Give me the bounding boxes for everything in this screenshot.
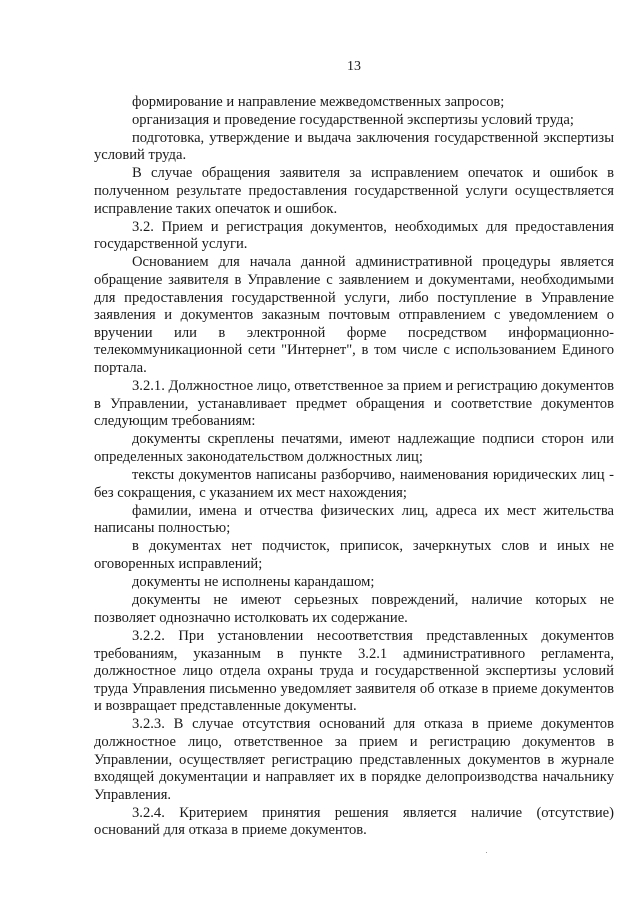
list-item: тексты документов написаны разборчиво, наименования юридических лиц - без сокращения, с указанием их мест нахождения; bbox=[94, 467, 614, 501]
paragraph: В случае обращения заявителя за исправлением опечаток и ошибок в полученном результате предоставления государственной услуги осуществляется исправление таких опечаток и ошибок. bbox=[94, 165, 614, 217]
document-page bbox=[94, 58, 614, 841]
list-item: документы скреплены печатями, имеют надлежащие подписи сторон или определенных законодательством должностных лиц; bbox=[94, 431, 614, 465]
list-item: документы не исполнены карандашом; bbox=[132, 574, 375, 591]
list-item: в документах нет подчисток, приписок, зачеркнутых слов и иных не оговоренных исправлений; bbox=[94, 538, 614, 573]
list-item: документы не имеют серьезных повреждений, наличие которых не позволяет однозначно истолковать их содержание. bbox=[94, 592, 614, 626]
paragraph: 3.2.2. При установлении несоответствия представленных документов требованиям, указанным в пункте 3.2.1 административного регламента, должностное лицо отдела охраны труда и государственной экспертизы условий труда Управления письменно уведомляет заявителя об отказе в приеме документов и возвращает представленные документы. bbox=[94, 627, 614, 715]
list-item: фамилии, имена и отчества физических лиц, адреса их мест жительства написаны полностью; bbox=[94, 502, 614, 537]
paragraph: формирование и направление межведомственных запросов; bbox=[132, 93, 505, 110]
page-number: 13 bbox=[347, 59, 361, 74]
document-body bbox=[94, 94, 614, 840]
scan-speck bbox=[486, 852, 487, 853]
paragraph: 3.2.1. Должностное лицо, ответственное за прием и регистрацию документов в Управлении, устанавливает предмет обращения и соответствие документов следующим требованиям: bbox=[94, 378, 614, 430]
paragraph: Основанием для начала данной административной процедуры является обращение заявителя в Управление с заявлением и документами, необходимыми для предоставления государственной услуги, либо поступление в Управление заявления и документов заказным почтовым отправлением с уведомлением о вручении или в электронной форме посредством информационно-телекоммуникационной сети "Интернет", в том числе с использованием Единого портала. bbox=[94, 254, 614, 376]
section-heading: 3.2. Прием и регистрация документов, необходимых для предоставления государственной услуги. bbox=[94, 218, 614, 253]
paragraph: организация и проведение государственной экспертизы условий труда; bbox=[132, 111, 574, 128]
paragraph: 3.2.3. В случае отсутствия оснований для отказа в приеме документов должностное лицо, ответственное за прием и регистрацию документов в Управлении, осуществляет регистрацию представленных документов в журнале входящей документации и направляет их в порядке делопроизводства начальнику Управления. bbox=[94, 716, 614, 803]
paragraph: подготовка, утверждение и выдача заключения государственной экспертизы условий труда. bbox=[94, 129, 614, 164]
paragraph: 3.2.4. Критерием принятия решения является наличие (отсутствие) оснований для отказа в приеме документов. bbox=[94, 804, 614, 839]
